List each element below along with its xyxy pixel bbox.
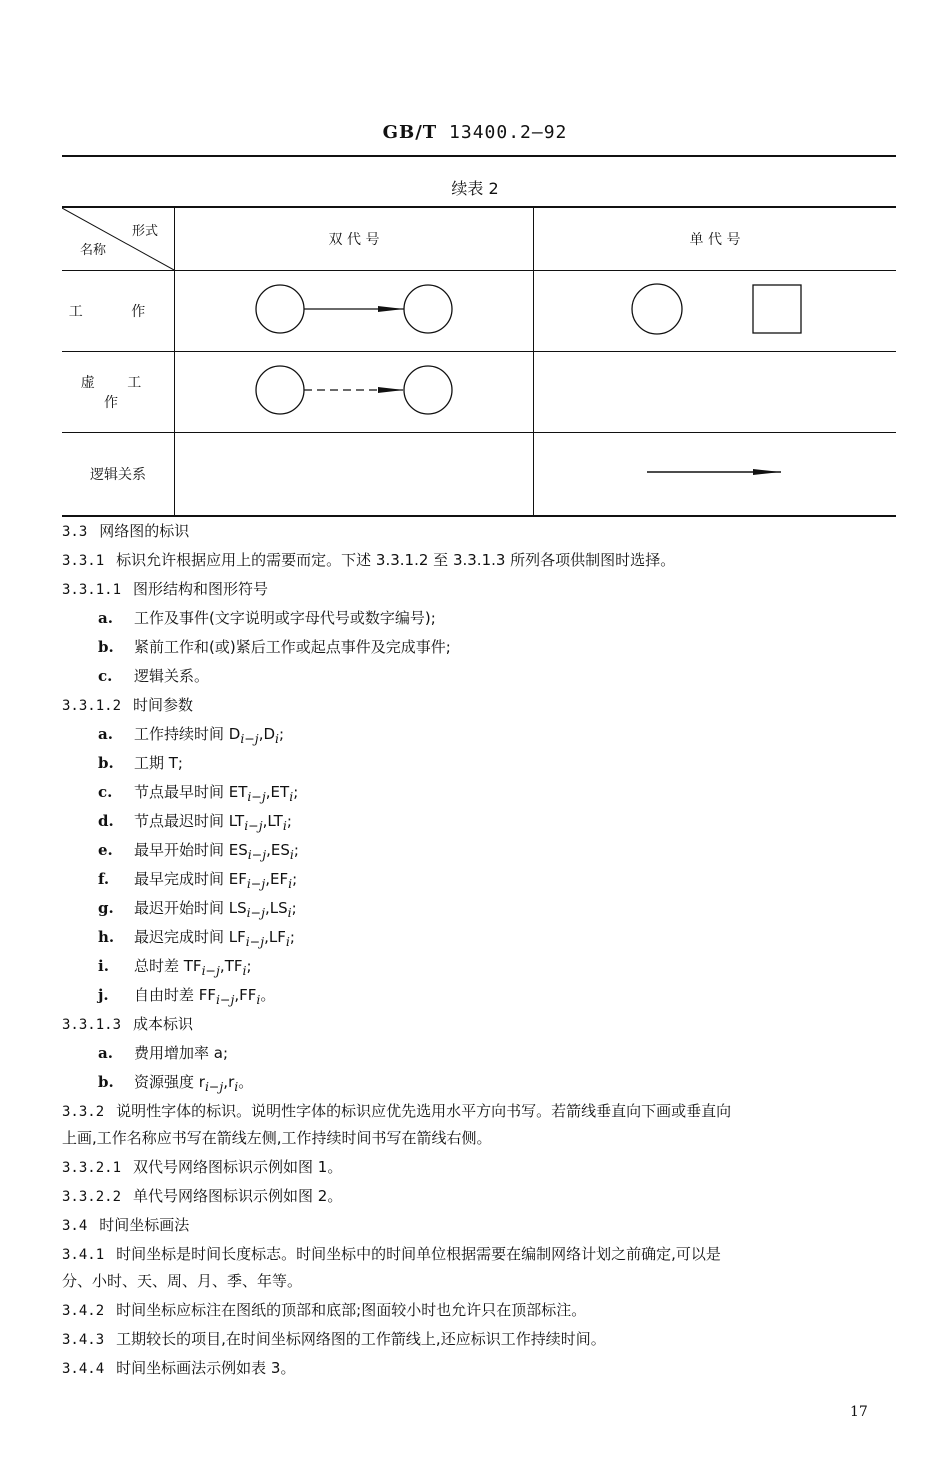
paragraph-continuation: 分、小时、天、周、月、季、年等。 xyxy=(62,1272,303,1290)
list-item: a. 工作持续时间 $D_{i-j},D_i$; xyxy=(98,725,285,746)
work-node-symbols xyxy=(625,279,805,339)
logic-arrow-symbol xyxy=(645,462,785,482)
table-row-logic xyxy=(62,433,896,517)
paragraph: 3.4.3 工期较长的项目,在时间坐标网络图的工作箭线上,还应标识工作持续时间。 xyxy=(62,1330,606,1348)
standard-number: 13400.2—92 xyxy=(449,122,568,143)
work-double-symbol-cell xyxy=(175,271,534,352)
section-heading: 3.4 时间坐标画法 xyxy=(62,1216,190,1234)
paragraph: 3.4.1 时间坐标是时间长度标志。时间坐标中的时间单位根据需要在编制网络计划之前确定,可以是 xyxy=(62,1245,721,1263)
standard-header xyxy=(0,122,950,143)
page-number: 17 xyxy=(850,1404,868,1420)
column-header-single: 单 代 号 xyxy=(534,207,897,271)
list-item: e. 最早开始时间 $ES_{i-j},ES_i$; xyxy=(98,841,299,862)
logic-double-empty-cell xyxy=(175,433,534,517)
table-header-row xyxy=(62,207,896,271)
column-header-double: 双 代 号 xyxy=(175,207,534,271)
list-item: h. 最迟完成时间 $LF_{i-j},LF_i$; xyxy=(98,928,295,949)
standard-prefix: GB/T xyxy=(382,122,438,143)
table-row-work xyxy=(62,271,896,352)
header-rule xyxy=(62,155,896,157)
corner-diagonal xyxy=(62,208,174,270)
work-arrow-head xyxy=(378,306,404,312)
table-caption: 续表 2 xyxy=(451,179,499,198)
subsection-heading: 3.3.1.2 时间参数 xyxy=(62,696,194,714)
table-row-dummy-work xyxy=(62,352,896,433)
start-node-circle xyxy=(256,366,304,414)
list-item: g. 最迟开始时间 $LS_{i-j},LS_i$; xyxy=(98,899,297,920)
row-label-dummy-work: 虚 工 作 xyxy=(62,352,175,433)
list-item: j. 自由时差 $FF_{i-j},FF_i$。 xyxy=(98,986,276,1007)
list-item: f. 最早完成时间 $EF_{i-j},EF_i$; xyxy=(98,870,298,891)
subsection-heading: 3.3.1.1 图形结构和图形符号 xyxy=(62,580,269,598)
work-arrow-symbol xyxy=(254,279,454,339)
corner-label-name: 名称 xyxy=(80,243,107,258)
list-item: a. 费用增加率 a; xyxy=(98,1044,229,1062)
dummy-double-symbol-cell xyxy=(175,352,534,433)
list-item: b. 工期 T; xyxy=(98,754,183,772)
paragraph: 3.4.2 时间坐标应标注在图纸的顶部和底部;图面较小时也允许只在顶部标注。 xyxy=(62,1301,587,1319)
symbol-table xyxy=(62,206,896,517)
start-node-circle xyxy=(256,285,304,333)
logic-single-symbol-cell xyxy=(534,433,897,517)
paragraph: 3.3.2 说明性字体的标识。说明性字体的标识应优先选用水平方向书写。若箭线垂直向下画或垂直向 xyxy=(62,1102,732,1120)
node-square xyxy=(753,285,801,333)
subsection-heading: 3.3.1.3 成本标识 xyxy=(62,1015,194,1033)
logic-arrow-head xyxy=(753,469,781,475)
list-item: a. 工作及事件(文字说明或字母代号或数字编号); xyxy=(98,609,436,627)
paragraph-continuation: 上画,工作名称应书写在箭线左侧,工作持续时间书写在箭线右侧。 xyxy=(62,1129,492,1147)
row-label-work: 工 作 xyxy=(62,271,175,352)
dummy-single-empty-cell xyxy=(534,352,897,433)
paragraph: 3.4.4 时间坐标画法示例如表 3。 xyxy=(62,1359,296,1377)
corner-label-form: 形式 xyxy=(131,224,158,239)
paragraph: 3.3.2.2 单代号网络图标识示例如图 2。 xyxy=(62,1187,343,1205)
corner-cell xyxy=(62,207,175,271)
end-node-circle xyxy=(404,366,452,414)
paragraph: 3.3.2.1 双代号网络图标识示例如图 1。 xyxy=(62,1158,343,1176)
node-circle xyxy=(632,284,682,334)
list-item: b. 资源强度 $r_{i-j},r_i$。 xyxy=(98,1073,254,1094)
section-heading: 3.3 网络图的标识 xyxy=(62,522,190,540)
dummy-arrow-head xyxy=(378,387,404,393)
list-item: d. 节点最迟时间 $LT_{i-j},LT_i$; xyxy=(98,812,292,833)
dummy-arrow-symbol xyxy=(254,360,454,420)
list-item: c. 节点最早时间 $ET_{i-j},ET_i$; xyxy=(98,783,299,804)
list-item: c. 逻辑关系。 xyxy=(98,667,210,685)
work-single-symbol-cell xyxy=(534,271,897,352)
list-item: b. 紧前工作和(或)紧后工作或起点事件及完成事件; xyxy=(98,638,451,656)
row-label-logic: 逻辑关系 xyxy=(62,433,175,517)
list-item: i. 总时差 $TF_{i-j},TF_i$; xyxy=(98,957,252,978)
end-node-circle xyxy=(404,285,452,333)
paragraph: 3.3.1 标识允许根据应用上的需要而定。下述 3.3.1.2 至 3.3.1.3 所列各项供制图时选择。 xyxy=(62,551,676,569)
